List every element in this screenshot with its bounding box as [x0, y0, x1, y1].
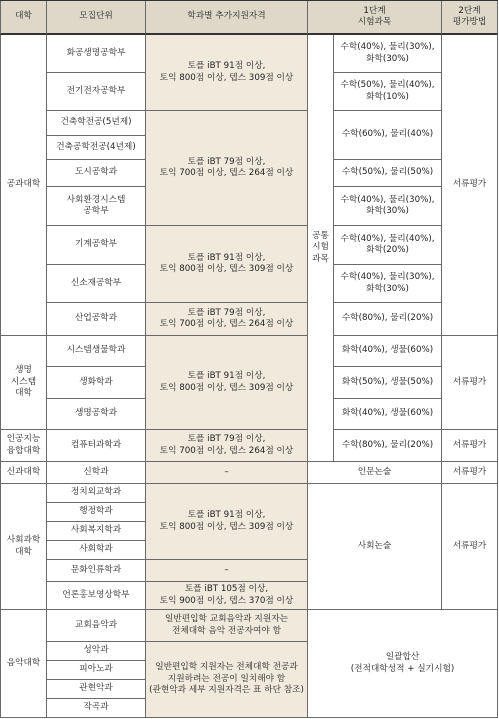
unit-chem-bio-eng: 화공생명공학부: [47, 35, 146, 73]
college-life-systems: 생명 시스템 대학: [0, 336, 47, 430]
stage2-document-review-ai: 서류평가: [442, 430, 498, 462]
stage2-document-review-engineering: 서류평가: [442, 35, 498, 336]
qualification-q105: 토플 iBT 105점 이상, 토익 900점 이상, 텝스 370점 이상: [146, 582, 308, 610]
unit-biochem: 생화학과: [47, 367, 146, 399]
college-engineering: 공과대학: [0, 35, 47, 336]
unit-composition: 작곡과: [47, 699, 146, 718]
unit-politics: 정치외교학과: [47, 484, 146, 503]
qualification-q79-group3: 토플 iBT 79점 이상, 토익 700점 이상, 텝스 264점 이상: [146, 430, 308, 462]
unit-media: 언론홍보영상학부: [47, 582, 146, 610]
unit-social-welfare: 사회복지학과: [47, 522, 146, 541]
header-college: 대학: [0, 1, 47, 35]
stage2-document-review-theology: 서류평가: [442, 462, 498, 484]
unit-computer-sci: 컴퓨터과학과: [47, 430, 146, 462]
unit-public-admin: 행정학과: [47, 503, 146, 522]
stage1-weighting-3: 수학(60%), 물리(40%): [334, 111, 442, 160]
qualification-q79-group2: 토플 iBT 79점 이상, 토익 700점 이상, 텝스 264점 이상: [146, 303, 308, 336]
qualification-q79-group1: 토플 iBT 79점 이상, 토익 700점 이상, 텝스 264점 이상: [146, 111, 308, 226]
unit-mech-eng: 기계공학부: [47, 226, 146, 265]
header-unit: 모집단위: [47, 1, 146, 35]
header-stage2: 2단계 평가방법: [442, 1, 498, 35]
unit-arch-eng-4yr: 건축공학전공(4년제): [47, 136, 146, 160]
stage1-weighting-9: 화학(40%), 생물(60%): [334, 336, 442, 367]
stage1-weighting-11: 화학(40%), 생물(60%): [334, 399, 442, 430]
stage2-document-review-social: 서류평가: [442, 484, 498, 610]
college-theology: 신과대학: [0, 462, 47, 484]
unit-materials-eng: 신소재공학부: [47, 265, 146, 303]
stage1-weighting-5: 수학(40%), 물리(30%), 화학(30%): [334, 187, 442, 226]
unit-systems-bio: 시스템생물학과: [47, 336, 146, 367]
qualification-none-theology: –: [146, 462, 308, 484]
unit-piano: 피아노과: [47, 661, 146, 680]
stage1-weighting-8: 수학(80%), 물리(20%): [334, 303, 442, 336]
unit-church-music: 교회음악과: [47, 610, 146, 642]
unit-theology: 신학과: [47, 462, 146, 484]
college-ai-convergence: 인공지능 융합대학: [0, 430, 47, 462]
stage1-social-essay: 사회논술: [308, 484, 442, 610]
unit-biotech: 생명공학과: [47, 399, 146, 430]
stage1-weighting-7: 수학(40%), 물리(30%), 화학(30%): [334, 265, 442, 303]
qualification-music-note: 일반편입학 지원자는 전체대학 전공과 지원하려는 전공이 일치해야 함 (관현악과 세부 지원자격은 표 하단 참조): [146, 642, 308, 718]
stage1-weighting-4: 수학(50%), 물리(50%): [334, 160, 442, 187]
unit-anthropology: 문화인류학과: [47, 560, 146, 582]
unit-orchestral: 관현악과: [47, 680, 146, 699]
qualification-none-anthropology: –: [146, 560, 308, 582]
unit-env-eng: 사회환경시스템 공학부: [47, 187, 146, 226]
unit-sociology: 사회학과: [47, 541, 146, 560]
unit-industrial-eng: 산업공학과: [47, 303, 146, 336]
unit-arch-5yr: 건축학전공(5년제): [47, 111, 146, 136]
stage1-weighting-12: 수학(80%), 물리(20%): [334, 430, 442, 462]
stage1-theology-essay: 인문논술: [308, 462, 442, 484]
unit-urban-eng: 도시공학과: [47, 160, 146, 187]
stage1-weighting-1: 수학(40%), 물리(30%), 화학(30%): [334, 35, 442, 73]
qualification-q91-group3: 토플 iBT 91점 이상, 토익 800점 이상, 텝스 309점 이상: [146, 336, 308, 430]
qualification-q91-group1: 토플 iBT 91점 이상, 토익 800점 이상, 텝스 309점 이상: [146, 35, 308, 111]
college-social-sciences: 사회과학 대학: [0, 484, 47, 610]
stage2-document-review-life-systems: 서류평가: [442, 336, 498, 430]
stage1-weighting-10: 화학(50%), 생물(50%): [334, 367, 442, 399]
header-stage1: 1단계 시험과목: [308, 1, 442, 35]
qualification-q91-group4: 토플 iBT 91점 이상, 토익 800점 이상, 텝스 309점 이상: [146, 484, 308, 560]
stage1-weighting-6: 수학(40%), 물리(40%), 화학(20%): [334, 226, 442, 265]
unit-electrical-eng: 전기전자공학부: [47, 73, 146, 111]
stage1-weighting-2: 수학(50%), 물리(40%), 화학(10%): [334, 73, 442, 111]
qualification-church-music-note: 일반편입학 교회음악과 지원자는 전체대학 음악 전공자여야 함: [146, 610, 308, 642]
college-music: 음악대학: [0, 610, 47, 718]
unit-voice: 성악과: [47, 642, 146, 661]
header-qualification: 학과별 추가지원자격: [146, 1, 308, 35]
qualification-q91-group2: 토플 iBT 91점 이상, 토익 800점 이상, 텝스 309점 이상: [146, 226, 308, 303]
music-combined-evaluation: 일괄합산 (전적대학성적 + 실기시험): [308, 610, 498, 718]
stage1-common-subjects: 공통 시험 과목: [308, 35, 334, 462]
